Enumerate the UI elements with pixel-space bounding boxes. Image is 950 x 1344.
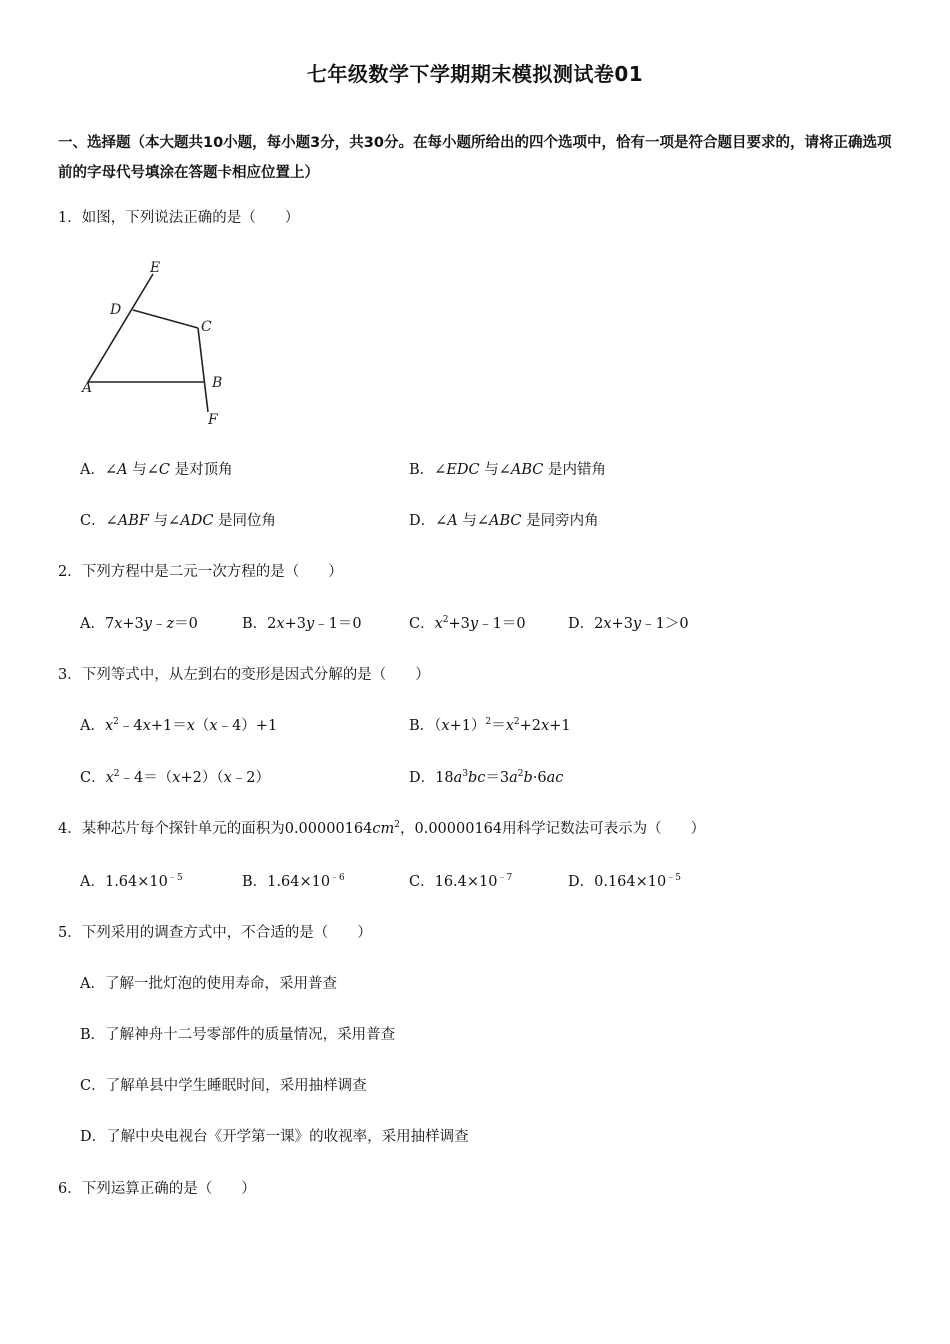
label-A: A [82, 380, 93, 396]
question-5-stem: 5．下列采用的调查方式中，不合适的是（ ） [58, 925, 372, 941]
q5-option-d: D．了解中央电视台《开学第一课》的收视率，采用抽样调查 [80, 1129, 469, 1145]
q4-option-c: C．$16.4\times 10^{﹣7}$ [409, 873, 513, 890]
q4-option-b: B．$1.64\times 10^{﹣6}$ [242, 873, 345, 890]
q3-option-b: B．$(x+1)^2=x^2+2x+1$ [409, 717, 571, 734]
label-D: D [110, 302, 122, 318]
q3-option-a: A．$x^2﹣4x+1=x(x﹣4)+1$ [80, 717, 278, 734]
q4-option-a: A．$1.64\times 10^{﹣5}$ [80, 873, 183, 890]
question-4-stem: 4．某种芯片每个探针单元的面积为$0.00000164cm^2$，0.00000164用科学记数法可表示为（ ） [58, 820, 706, 837]
label-B: B [212, 375, 223, 391]
q4-option-d: D．$0.164\times 10^{﹣5}$ [568, 873, 681, 890]
q2-option-a: A．7x+3y﹣z＝0 [80, 616, 198, 632]
label-C: C [201, 319, 212, 335]
question-3-stem: 3．下列等式中，从左到右的变形是因式分解的是（ ） [58, 667, 430, 683]
q2-option-d: D．2x+3y﹣1＞0 [568, 616, 689, 632]
q3-option-c: C．$x^2﹣4=(x+2)(x﹣2)$ [80, 769, 270, 786]
q1-option-a: A．∠A 与∠C 是对顶角 [80, 462, 233, 478]
q5-option-b: B．了解神舟十二号零部件的质量情况，采用普查 [80, 1027, 396, 1043]
q2-option-c: C．$x^2+3y﹣1=0$ [409, 615, 526, 632]
q1-option-c: C．∠ABF 与∠ADC 是同位角 [80, 513, 277, 529]
geometry-figure [78, 252, 238, 432]
q2-option-b: B．2x+3y﹣1＝0 [242, 616, 362, 632]
question-6-stem: 6．下列运算正确的是（ ） [58, 1181, 256, 1197]
q3-option-d: D．$18a^3bc=3a^2b\cdot 6ac$ [409, 769, 564, 786]
segment-DC [133, 310, 198, 328]
q1-option-d: D．∠A 与∠ABC 是同旁内角 [409, 513, 599, 529]
q5-option-a: A．了解一批灯泡的使用寿命，采用普查 [80, 976, 337, 992]
label-E: E [150, 260, 161, 276]
question-1-stem: 1．如图，下列说法正确的是（ ） [58, 210, 300, 226]
page-title: 七年级数学下学期期末模拟测试卷01 [306, 62, 644, 86]
line-CF [198, 328, 208, 412]
line-AE [88, 274, 153, 382]
q5-option-c: C．了解单县中学生睡眠时间，采用抽样调查 [80, 1078, 367, 1094]
q1-option-b: B．∠EDC 与∠ABC 是内错角 [409, 462, 606, 478]
label-F: F [208, 412, 218, 428]
section-heading: 一、选择题（本大题共10小题，每小题3分，共30分。在每小题所给出的四个选项中，恰有一项是符合题目要求的，请将正确选项前的字母代号填涂在答题卡相应位置上） [58, 135, 892, 181]
question-2-stem: 2．下列方程中是二元一次方程的是（ ） [58, 564, 343, 580]
